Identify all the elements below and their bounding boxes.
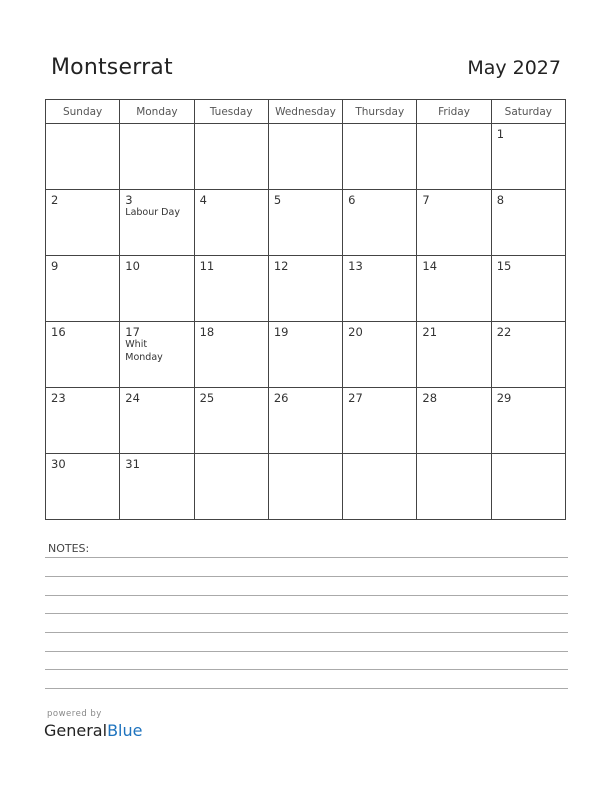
day-number: 31: [125, 457, 140, 471]
day-number: [343, 454, 416, 457]
month-year-title: May 2027: [467, 57, 561, 79]
weekday-sunday: Sunday: [46, 100, 120, 124]
day-number: 13: [348, 259, 363, 273]
day-cell: [46, 190, 120, 256]
day-cell: [194, 124, 268, 190]
day-number: 18: [199, 325, 215, 339]
day-number: 16: [51, 325, 66, 339]
day-number: 24: [125, 391, 140, 405]
day-number: 6: [348, 193, 356, 207]
day-number: 30: [51, 457, 66, 471]
day-cell: [194, 322, 268, 388]
day-cell: [46, 388, 120, 454]
day-number: 26: [273, 391, 289, 405]
day-number: 11: [199, 259, 215, 273]
day-number: 21: [422, 325, 438, 339]
week-row: [46, 124, 566, 190]
note-line: [45, 557, 568, 558]
day-number: [46, 124, 119, 127]
day-cell: [417, 256, 491, 322]
brand-general: General: [44, 721, 108, 740]
brand-blue: Blue: [107, 721, 143, 740]
day-number: [269, 124, 342, 127]
day-cell: [268, 388, 342, 454]
day-number: 9: [51, 259, 59, 273]
weekday-friday: Friday: [417, 100, 491, 124]
day-cell: [194, 388, 268, 454]
day-number: [269, 454, 342, 457]
day-number: 2: [51, 193, 59, 207]
day-number: [492, 454, 565, 457]
weekday-tuesday: Tuesday: [194, 100, 268, 124]
day-cell: [491, 322, 565, 388]
day-number: [343, 124, 416, 127]
day-cell: [343, 454, 417, 520]
day-cell: [491, 256, 565, 322]
day-number: 27: [348, 391, 363, 405]
day-cell: [46, 256, 120, 322]
day-cell: [194, 256, 268, 322]
weekday-saturday: Saturday: [491, 100, 565, 124]
day-number: [417, 124, 490, 127]
day-cell: [120, 190, 194, 256]
day-cell: [417, 190, 491, 256]
notes-label: NOTES:: [48, 542, 90, 555]
holiday-label: Whit Monday: [125, 339, 163, 363]
day-cell: [343, 322, 417, 388]
day-number: 4: [199, 193, 207, 207]
day-cell: [46, 124, 120, 190]
day-cell: [268, 190, 342, 256]
week-row: [46, 454, 566, 520]
day-cell: [343, 388, 417, 454]
day-cell: [417, 322, 491, 388]
day-cell: [417, 388, 491, 454]
day-number: [417, 454, 490, 457]
day-number: 17: [125, 325, 140, 339]
day-cell: [417, 454, 491, 520]
day-number: [195, 454, 268, 457]
country-title: Montserrat: [51, 55, 173, 80]
day-number: 1: [496, 127, 505, 141]
weekday-monday: Monday: [120, 100, 194, 124]
day-number: 20: [348, 325, 363, 339]
day-cell: [491, 454, 565, 520]
day-cell: [120, 454, 194, 520]
day-cell: [194, 190, 268, 256]
week-row: [46, 322, 566, 388]
day-number: 14: [422, 259, 438, 273]
day-number: 7: [422, 193, 430, 207]
day-number: 3: [125, 193, 133, 207]
day-cell: [343, 190, 417, 256]
day-number: 15: [496, 259, 512, 273]
day-number: 25: [199, 391, 215, 405]
day-number: 29: [496, 391, 512, 405]
week-row: [46, 256, 566, 322]
day-number: 19: [273, 325, 289, 339]
note-line: [45, 651, 568, 652]
day-cell: [120, 124, 194, 190]
week-row: [46, 190, 566, 256]
note-line: [45, 613, 568, 614]
note-line: [45, 595, 568, 596]
day-cell: [120, 322, 194, 388]
day-cell: [491, 388, 565, 454]
day-cell: [46, 454, 120, 520]
day-number: 12: [273, 259, 289, 273]
day-number: 8: [496, 193, 505, 207]
brand-logo: [44, 721, 142, 740]
day-cell: [120, 256, 194, 322]
powered-by-text: powered by: [47, 709, 102, 719]
day-cell: [46, 322, 120, 388]
day-number: 28: [422, 391, 438, 405]
day-number: [120, 124, 193, 127]
note-line: [45, 576, 568, 577]
note-line: [45, 669, 568, 670]
day-number: [195, 124, 268, 127]
calendar-grid: [45, 99, 566, 520]
day-cell: [343, 124, 417, 190]
day-number: 10: [125, 259, 140, 273]
day-cell: [268, 454, 342, 520]
day-number: 5: [273, 193, 282, 207]
day-cell: [268, 124, 342, 190]
weekday-header-row: [46, 100, 566, 124]
weekday-thursday: Thursday: [343, 100, 417, 124]
week-row: [46, 388, 566, 454]
day-cell: [194, 454, 268, 520]
day-cell: [417, 124, 491, 190]
note-line: [45, 632, 568, 633]
day-number: 22: [496, 325, 512, 339]
day-cell: [491, 124, 565, 190]
weekday-wednesday: Wednesday: [268, 100, 342, 124]
day-cell: [120, 388, 194, 454]
holiday-label: Labour Day: [125, 207, 180, 218]
note-line: [45, 688, 568, 689]
day-cell: [268, 322, 342, 388]
day-cell: [268, 256, 342, 322]
day-cell: [343, 256, 417, 322]
day-number: 23: [51, 391, 66, 405]
day-cell: [491, 190, 565, 256]
